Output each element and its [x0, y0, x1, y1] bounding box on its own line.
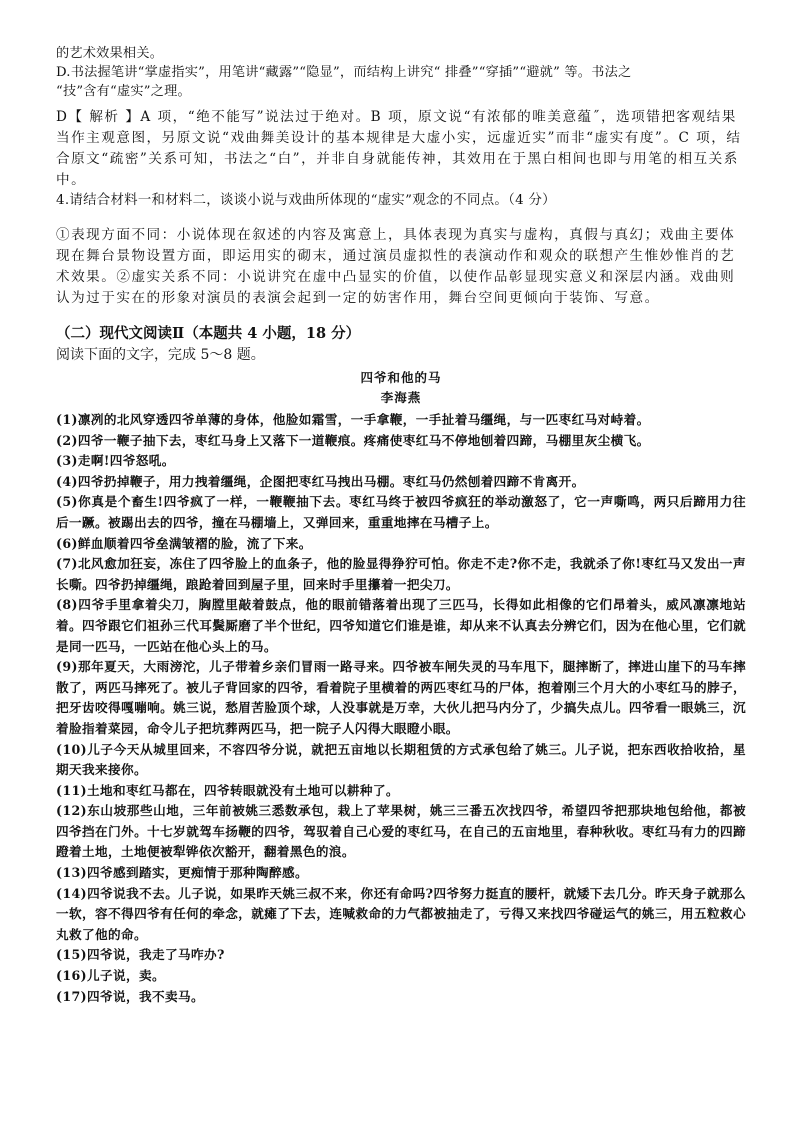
- story-paragraph: (4)四爷扔掉鞭子，用力拽着缰绳，企图把枣红马拽出马棚。枣红马仍然刨着四蹄不肯离开。: [56, 473, 585, 489]
- story-paragraph: (12)东山坡那些山地，三年前被姚三悉数承包，栽上了苹果树，姚三三番五次找四爷，希望四爷把那块地包给他，都被四爷挡在门外。十七岁就驾车扬鞭的四爷，驾驭着自己心爱的枣红马，在自己的五亩地里，春种秋收。枣红马有力的四蹄蹬着土地，土地便被犁铧依次豁开，翻着黑色的浪。: [56, 803, 746, 860]
- text-line: 的艺术效果相关。: [56, 46, 164, 61]
- section-title: （二）现代文阅读Ⅱ（本题共 4 小题，18 分）: [56, 325, 361, 342]
- story-paragraph: (9)那年夏天，大雨滂沱，儿子带着乡亲们冒雨一路寻来。四爷被车闸失灵的马车甩下，腿摔断了，摔进山崖下的马车摔散了，两匹马摔死了。被儿子背回家的四爷，看着院子里横着的两匹枣红马的尸体，抱着刚三个月大的小枣红马的脖子，把牙齿咬得嘎嘣响。姚三说，愁眉苦脸顶个球，人没事就是万幸，大伙儿把马内分了，少搞失点儿。四爷看一眼姚三，沉着脸指着菜园，命令儿子把坑葬两匹马，把一院子人闪得大眼瞪小眼。: [56, 659, 746, 736]
- story-paragraph: (15)四爷说，我走了马咋办?: [56, 947, 225, 963]
- story-paragraph: (6)鲜血顺着四爷垒满皱褶的脸，流了下来。: [56, 535, 312, 551]
- text-line: D.书法握笔讲“掌虚指实”，用笔讲“藏露”“隐显”，而结构上讲究“ 排叠”“穿插”“避就” 等。书法之: [56, 65, 632, 80]
- story-paragraph: (14)四爷说我不去。儿子说，如果昨天姚三叔不来，你还有命吗?四爷努力挺直的腰杆，就矮下去几分。昨天身子就那么一软，容不得四爷有任何的牵念，就瘫了下去，连喊救命的力气都被抽走了，亏得又来找四爷碰运气的姚三，用五粒救心丸救了他的命。: [56, 885, 746, 942]
- question-4: 4.请结合材料一和材料二，谈谈小说与戏曲所体现的“虚实”观念的不同点。（4 分）: [56, 193, 556, 208]
- story-paragraph: (2)四爷一鞭子抽下去，枣红马身上又落下一道鞭痕。疼痛使枣红马不停地刨着四蹄，马棚里灰尘横飞。: [56, 432, 650, 448]
- section-instruction: 阅读下面的文字，完成 5～8 题。: [56, 347, 265, 363]
- story-paragraph: (3)走啊!四爷怒吼。: [56, 453, 175, 469]
- story-paragraph: (1)凛冽的北风穿透四爷单薄的身体，他脸如霜雪，一手拿鞭，一手扯着马缰绳，与一匹枣红马对峙着。: [56, 412, 650, 427]
- story-paragraph: (13)四爷感到踏实，更痴情于那种陶醉感。: [56, 865, 308, 881]
- text-line: “技”含有“虚实”之理。: [56, 84, 191, 99]
- story-body: [56, 410, 746, 1007]
- story-paragraph: (8)四爷手里拿着尖刀，胸膛里敲着鼓点，他的眼前错落着出现了三匹马，长得如此相像的它们昂着头，威风凛凛地站着。四爷跟它们祖孙三代耳鬓厮磨了半个世纪，四爷知道它们谁是谁，却从来不认真去分辨它们，因为在他心里，它们就是同一匹马，一匹站在他心头上的马。: [56, 597, 746, 654]
- story-paragraph: (10)儿子今天从城里回来，不容四爷分说，就把五亩地以长期租赁的方式承包给了姚三。儿子说，把东西收拾收拾，星期天我来接你。: [56, 741, 746, 778]
- story-author: 李海燕: [380, 390, 422, 405]
- story-paragraph: (7)北风愈加狂妄，冻住了四爷脸上的血条子，他的脸显得狰狞可怕。你走不走?你不走，我就杀了你!枣红马又发出一声长嘶。四爷扔掉缰绳，踉跄着回到屋子里，回来时手里攥着一把尖刀。: [56, 556, 746, 592]
- story-paragraph: (11)土地和枣红马都在，四爷转眼就没有土地可以耕种了。: [56, 782, 399, 798]
- document-page: [56, 44, 746, 1007]
- story-title: 四爷和他的马: [360, 370, 442, 385]
- story-paragraph: (5)你真是个畜生!四爷疯了一样，一鞭鞭抽下去。枣红马终于被四爷疯狂的举动激怒了，它一声嘶鸣，两只后蹄用力往后一蹶。被踢出去的四爷，撞在马棚墙上，又弹回来，重重地摔在马槽子上。: [56, 494, 746, 530]
- analysis-paragraph: D【 解析 】A 项，“绝不能写”说法过于绝对。B 项，原文说“有浓郁的唯美意蕴˝，选项错把客观结果当作主观意图，另原文说“戏曲舞美设计的基本规律是大虚小实，远虚近实”而非“虚实有度”。C 项，结合原文“疏密”关系可知，书法之“白”，并非自身就能传神，其效用在于黑白相间也即与用笔的相互关系中。: [56, 109, 742, 188]
- story-paragraph: (17)四爷说，我不卖马。: [56, 988, 204, 1004]
- answer-4-paragraph: ①表现方面不同：小说体现在叙述的内容及寓意上，具体表现为真实与虚构，真假与真幻；戏曲主要体现在舞台景物设置方面，即运用实的砌末，通过演员虚拟性的表演动作和观众的联想产生惟妙惟肖的艺术效果。②虚实关系不同：小说讲究在虚中凸显实的价值，以使作品彰显现实意义和深层内涵。戏曲则认为过于实在的形象对演员的表演会起到一定的妨害作用，舞台空间更倾向于装饰、写意。: [56, 227, 736, 306]
- story-paragraph: (16)儿子说，卖。: [56, 968, 166, 984]
